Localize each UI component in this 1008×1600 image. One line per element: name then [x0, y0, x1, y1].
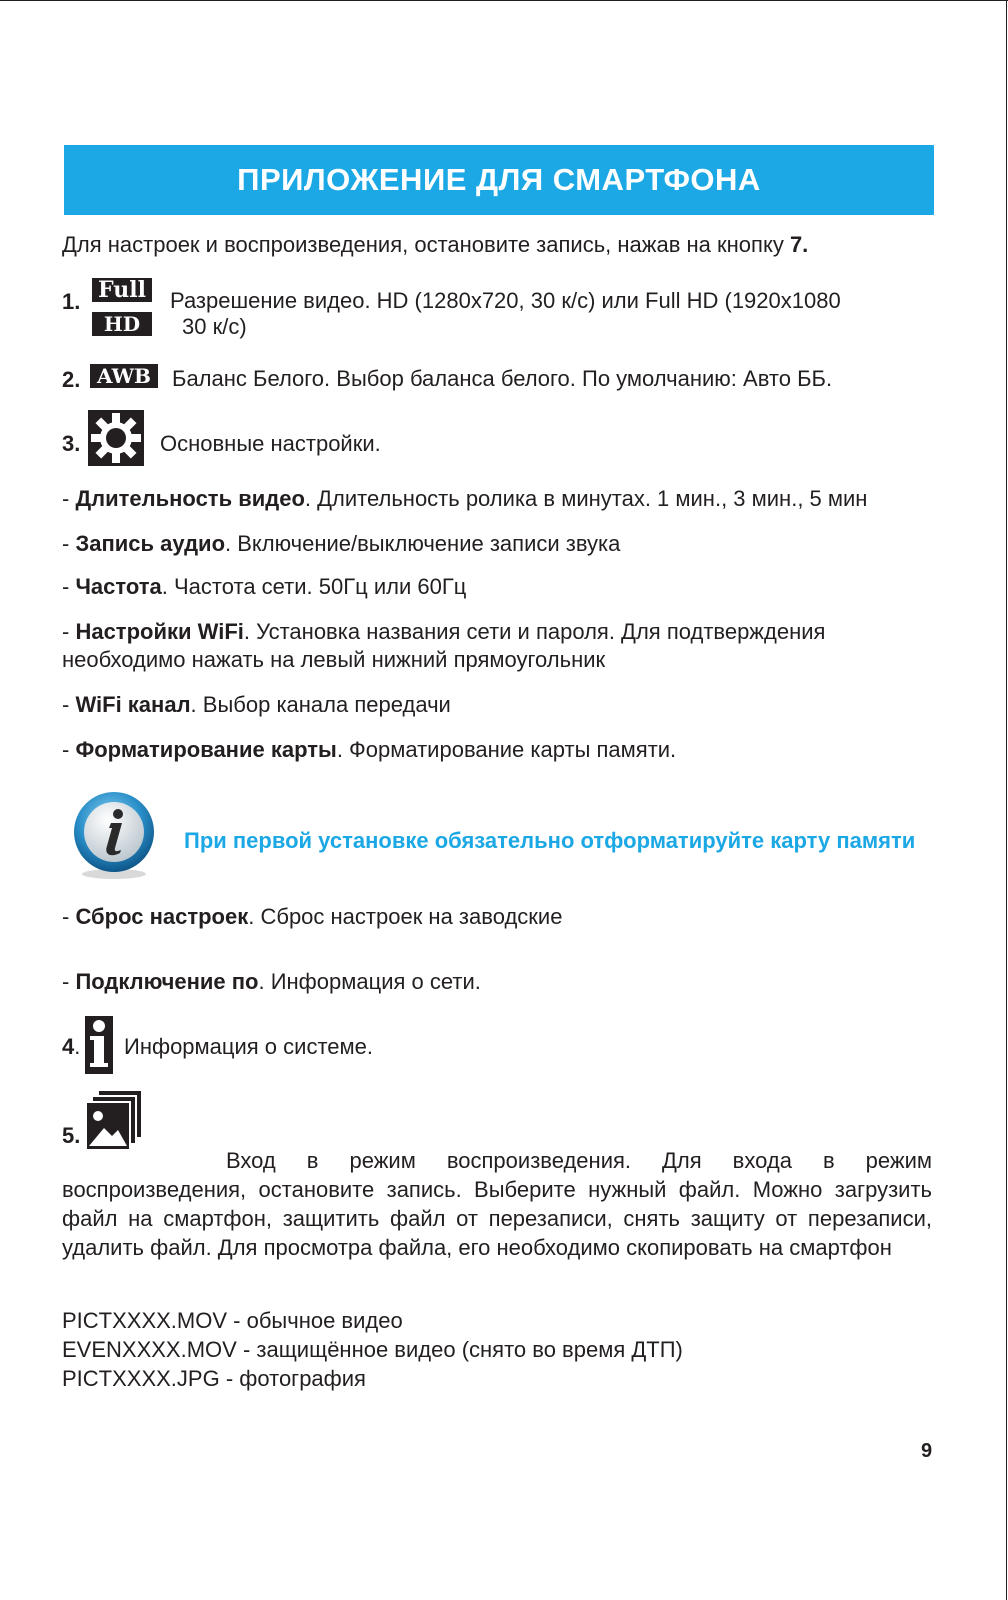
section-banner — [64, 145, 934, 215]
file-types-list — [62, 1306, 683, 1393]
full-hd-badge-bottom: HD — [92, 312, 152, 336]
gallery-icon — [86, 1090, 142, 1150]
setting-frequency: - Частота. Частота сети. 50Гц или 60Гц — [62, 574, 467, 599]
item-number-1: 1. — [62, 289, 81, 314]
format-card-tip: При первой установке обязательно отформатируйте карту памяти — [184, 828, 916, 853]
page-number: 9 — [921, 1440, 933, 1462]
page-title: ПРИЛОЖЕНИЕ ДЛЯ СМАРТФОНА — [237, 162, 761, 197]
full-hd-badge-top: Full — [92, 278, 152, 302]
setting-format: - Форматирование карты. Форматирование карты памяти. — [62, 737, 677, 762]
button-reference: 7. — [789, 232, 809, 257]
file-type-item: EVENXXXX.MOV - защищённое видео (снято во время ДТП) — [62, 1337, 683, 1362]
intro-text: Для настроек и воспроизведения, остановите запись, нажав на кнопку 7. — [62, 232, 809, 257]
file-type-item: PICTXXXX.MOV - обычное видео — [62, 1308, 403, 1333]
playback-paragraph: Вход в режим воспроизведения. Для входа в режим воспроизведения, остановите запись. Выберите нужный файл. Можно загрузить файл на смартфон, защитить файл от перезаписи, снять защиту от перезаписи, удалить файл. Для просмотра файла, его необходимо скопировать на смартфон — [62, 1148, 932, 1260]
white-balance-text: Баланс Белого. Выбор баланса белого. По умолчанию: Авто ББ. — [172, 366, 833, 391]
info-icon — [85, 1016, 113, 1074]
setting-wifi-continued: необходимо нажать на левый нижний прямоугольник — [62, 647, 606, 672]
item-number-3: 3. — [62, 431, 81, 456]
setting-audio: - Запись аудио. Включение/выключение записи звука — [62, 531, 621, 556]
awb-badge: AWB — [90, 364, 158, 388]
setting-reset: - Сброс настроек. Сброс настроек на заводские — [62, 904, 563, 929]
setting-duration: - Длительность видео. Длительность ролика в минутах. 1 мин., 3 мин., 5 мин — [62, 486, 868, 511]
setting-wifi: - Настройки WiFi. Установка названия сети и пароля. Для подтверждения — [62, 619, 826, 644]
item-number-5: 5. — [62, 1123, 81, 1148]
item-number-2: 2. — [62, 367, 81, 392]
setting-channel: - WiFi канал. Выбор канала передачи — [62, 692, 451, 717]
info-circle-icon — [68, 790, 160, 882]
file-type-item: PICTXXXX.JPG - фотография — [62, 1366, 366, 1391]
resolution-line-2: 30 к/с) — [182, 314, 247, 339]
item-number-4: 4. — [62, 1034, 81, 1059]
setting-connect: - Подключение по. Информация о сети. — [62, 969, 481, 994]
resolution-line-1: Разрешение видео. HD (1280x720, 30 к/с) или Full HD (1920x1080 — [170, 288, 841, 313]
gear-icon — [88, 410, 144, 466]
settings-text: Основные настройки. — [160, 431, 381, 456]
system-info-text: Информация о системе. — [124, 1034, 373, 1059]
